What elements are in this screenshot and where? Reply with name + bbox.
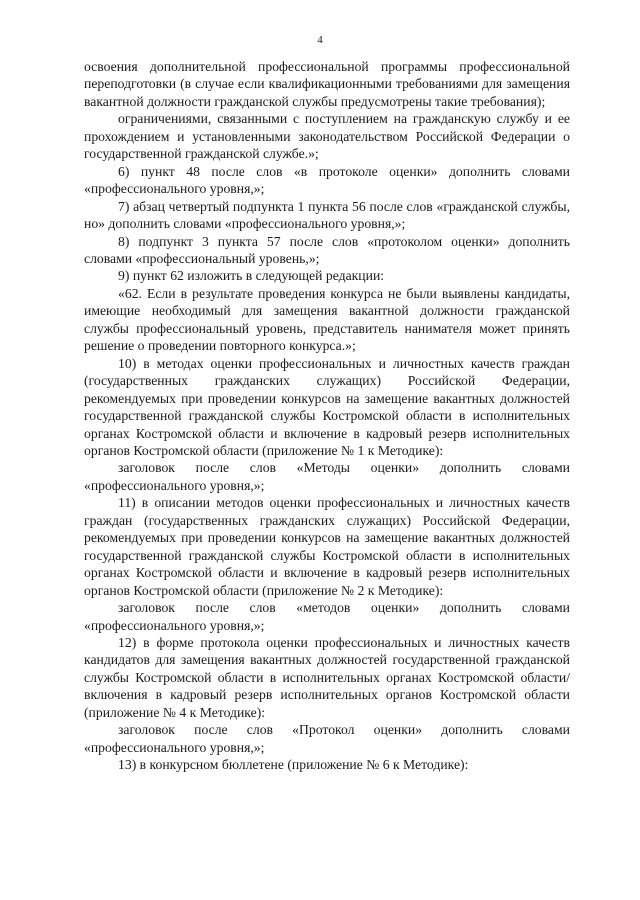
paragraph: ограничениями, связанными с поступлением на гражданскую службу и ее прохождением и установленными законодательством Российской Федерации о государственной гражданской службе.»;	[84, 111, 570, 162]
paragraph-continuation: освоения дополнительной профессиональной программы профессиональной переподготовки (в случае если квалификационными требованиями для замещения вакантной должности гражданской службы предусмотрены такие требования);	[84, 59, 570, 109]
paragraph-item-10: 10) в методах оценки профессиональных и личностных качеств граждан (государственных гражданских служащих) Российской Федерации, рекомендуемых при проведении конкурсов на замещение вакантных должностей государственной гражданской службы Костромской области в исполнительных органах Костромской области и включение в кадровый резерв исполнительных органов Костромской области (приложение № 1 к Методике):	[84, 355, 570, 458]
paragraph-heading-note: заголовок после слов «методов оценки» дополнить словами «профессионального уровня,»;	[84, 600, 570, 633]
paragraph-item-13: 13) в конкурсном бюллетене (приложение № 6 к Методике):	[118, 757, 469, 773]
paragraph-item-11: 11) в описании методов оценки профессиональных и личностных качеств граждан (государственных гражданских служащих) Российской Федерации, рекомендуемых при проведении конкурсов на замещение вакантных должностей государственной гражданской службы Костромской области в исполнительных органах Костромской области и включение в кадровый резерв исполнительных органов Костромской области (приложение № 2 к Методике):	[84, 495, 570, 598]
paragraph-item-7: 7) абзац четвертый подпункта 1 пункта 56 после слов «гражданской службы, но» дополнить словами «профессионального уровня,»;	[84, 198, 570, 232]
paragraph-item-6: 6) пункт 48 после слов «в протоколе оценки» дополнить словами «профессионального уровня,»;	[84, 163, 570, 197]
paragraph-item-8: 8) подпункт 3 пункта 57 после слов «протоколом оценки» дополнить словами «профессиональный уровень,»;	[84, 233, 570, 266]
paragraph-heading-note: заголовок после слов «Методы оценки» дополнить словами «профессионального уровня,»;	[84, 460, 570, 493]
paragraph-item-12: 12) в форме протокола оценки профессиональных и личностных качеств кандидатов для замещения вакантных должностей государственной гражданской службы Костромской области в исполнительных органах Костромской области/включения в кадровый резерв исполнительных органов Костромской области (приложение № 4 к Методике):	[84, 634, 570, 720]
paragraph-heading-note: заголовок после слов «Протокол оценки» дополнить словами «профессионального уровня,»;	[84, 722, 570, 755]
paragraph-quote-62: «62. Если в результате проведения конкурса не были выявлены кандидаты, имеющие необходимый для замещения вакантной должности гражданской службы профессиональный уровень, представитель нанимателя может принять решение о проведении повторного конкурса.»;	[84, 285, 570, 354]
document-body	[84, 58, 570, 774]
page-number: 4	[317, 34, 323, 46]
paragraph-item-9: 9) пункт 62 изложить в следующей редакции:	[118, 268, 385, 284]
